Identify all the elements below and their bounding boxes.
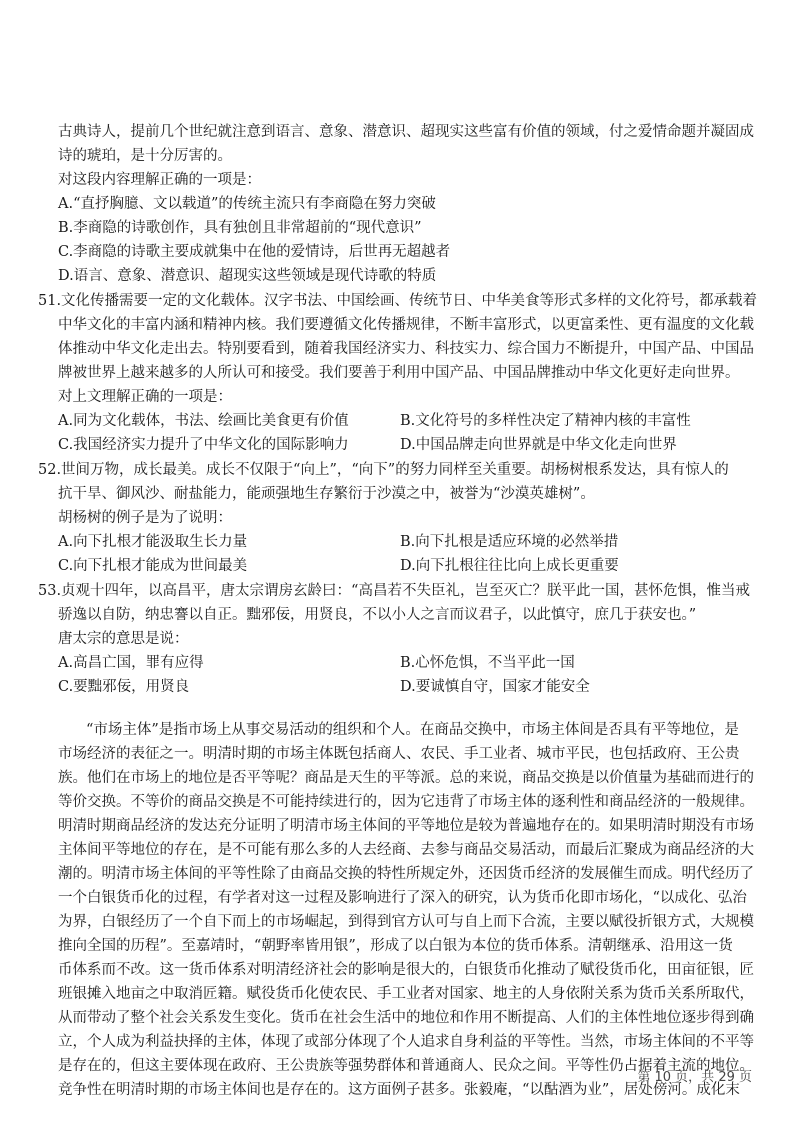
question-stem-line: 骄逸以自防，纳忠謇以自正。黜邪佞，用贤良，不以小人之言而议君子，以此慎守，庶几于获安也。” xyxy=(58,607,697,623)
passage-line: 竞争性在明清时期的市场主体间也是存在的。这方面例子甚多。张毅庵，“以酤酒为业”，居处傍河。成化末 xyxy=(58,1082,740,1098)
question-prompt: 对上文理解正确的一项是： xyxy=(58,389,232,405)
passage-line: 推向全国的历程”。至嘉靖时，“朝野率皆用银”，形成了以白银为本位的货币体系。清朝继承、沿用这一货 xyxy=(58,938,733,954)
option-b: B.向下扎根是适应环境的必然举措 xyxy=(400,534,619,550)
option-a: A.同为文化载体，书法、绘画比美食更有价值 xyxy=(58,413,349,429)
option-b: B.心怀危惧，不当平此一国 xyxy=(400,655,575,671)
question-stem-line: 51.文化传播需要一定的文化载体。汉字书法、中国绘画、传统节日、中华美食等形式多样的文化符号，都承载着 xyxy=(38,293,758,309)
passage-line: 为界，白银经历了一个自下而上的市场崛起，到得到官方认可与自上而下合流，主要以赋役折银方式，大规模 xyxy=(58,914,754,930)
question-stem-line: 52.世间万物，成长最美。成长不仅限于“向上”，“向下”的努力同样至关重要。胡杨树根系发达，具有惊人的 xyxy=(38,462,729,478)
option-d: D.要诚慎自守，国家才能安全 xyxy=(400,679,590,695)
option-b: B.李商隐的诗歌创作，具有独创且非常超前的“现代意识” xyxy=(58,220,422,236)
passage-line: 币体系而不改。这一货币体系对明清经济社会的影响是很大的，白银货币化推动了赋役货币化，田亩征银，匠 xyxy=(58,962,754,978)
passage-line: 立，个人成为利益抉择的主体，体现了或部分体现了个人追求自身利益的平等性。当然，市场主体间的不平等 xyxy=(58,1034,754,1050)
question-stem-line: 体推动中华文化走出去。特别要看到，随着我国经济实力、科技实力、综合国力不断提升，中国产品、中国品 xyxy=(58,341,754,357)
passage-line: 等价交换。不等价的商品交换是不可能持续进行的，因为它违背了市场主体的逐利性和商品经济的一般规律。 xyxy=(58,794,754,810)
passage-line: 一个白银货币化的过程，有学者对这一过程及影响进行了深入的研究，认为货币化即市场化，“以成化、弘治 xyxy=(58,890,747,906)
passage-line: 市场经济的表征之一。明清时期的市场主体既包括商人、农民、手工业者、城市平民，也包括政府、王公贵 xyxy=(58,746,740,762)
passage-line: 潮的。明清市场主体间的平等性除了由商品交换的特性所规定外，还因货币经济的发展催生而成。明代经历了 xyxy=(58,866,754,882)
question-stem-line: 中华文化的丰富内涵和精神内核。我们要遵循文化传播规律，不断丰富形式，以更富柔性、更有温度的文化载 xyxy=(58,317,754,333)
passage-line: 明清时期商品经济的发达充分证明了明清市场主体间的平等地位是较为普遍地存在的。如果明清时期没有市场 xyxy=(58,818,754,834)
option-c: C.向下扎根才能成为世间最美 xyxy=(58,558,248,574)
option-d: D.中国品牌走向世界就是中华文化走向世界 xyxy=(400,437,677,453)
passage-line: 班银摊入地亩之中取消匠籍。赋役货币化使农民、手工业者对国家、地主的人身依附关系为货币关系所取代， xyxy=(58,986,754,1002)
question-prompt: 对这段内容理解正确的一项是： xyxy=(58,172,261,188)
page-number: 第 10 页，共 29 页 xyxy=(637,1070,752,1085)
option-b: B.文化符号的多样性决定了精神内核的丰富性 xyxy=(400,413,691,429)
passage-line: 族。他们在市场上的地位是否平等呢？商品是天生的平等派。总的来说，商品交换是以价值量为基础而进行的 xyxy=(58,770,754,786)
option-d: D.语言、意象、潜意识、超现实这些领域是现代诗歌的特质 xyxy=(58,268,437,284)
option-a: A.高昌亡国，罪有应得 xyxy=(58,655,204,671)
passage-line: “市场主体”是指市场上从事交易活动的组织和个人。在商品交换中，市场主体间是否具有平等地位，是 xyxy=(86,722,739,738)
question-stem-line: 牌被世界上越来越多的人所认可和接受。我们要善于利用中国产品、中国品牌推动中华文化更好走向世界。 xyxy=(58,365,740,381)
paragraph-line: 诗的琥珀，是十分厉害的。 xyxy=(58,148,232,164)
option-d: D.向下扎根往往比向上成长更重要 xyxy=(400,558,619,574)
option-a: A.“直抒胸臆、文以载道”的传统主流只有李商隐在努力突破 xyxy=(58,196,436,212)
passage-line: 主体间平等地位的存在，是不可能有那么多的人去经商、去参与商品交易活动，而最后汇聚成为商品经济的大 xyxy=(58,842,754,858)
passage-line: 从而带动了整个社会关系发生变化。货币在社会生活中的地位和作用不断提高、人们的主体性地位逐步得到确 xyxy=(58,1010,754,1026)
paragraph-line: 古典诗人，提前几个世纪就注意到语言、意象、潜意识、超现实这些富有价值的领域，付之爱情命题并凝固成 xyxy=(58,124,754,140)
question-prompt: 胡杨树的例子是为了说明： xyxy=(58,510,232,526)
option-c: C.要黜邪佞，用贤良 xyxy=(58,679,190,695)
passage-line: 是存在的，但这主要体现在政府、王公贵族等强势群体和普通商人、民众之间。平等性仍占据着主流的地位。 xyxy=(58,1058,754,1074)
option-a: A.向下扎根才能汲取生长力量 xyxy=(58,534,248,550)
option-c: C.李商隐的诗歌主要成就集中在他的爱情诗，后世再无超越者 xyxy=(58,244,451,260)
option-c: C.我国经济实力提升了中华文化的国际影响力 xyxy=(58,437,349,453)
question-stem-line: 抗干旱、御风沙、耐盐能力，能顽强地生存繁衍于沙漠之中，被誉为“沙漠英雄树”。 xyxy=(58,486,595,502)
question-stem-line: 53.贞观十四年，以高昌平，唐太宗谓房玄龄曰：“高昌若不失臣礼，岂至灭亡？朕平此一国，甚怀危惧，惟当戒 xyxy=(38,583,750,599)
question-prompt: 唐太宗的意思是说： xyxy=(58,631,189,647)
